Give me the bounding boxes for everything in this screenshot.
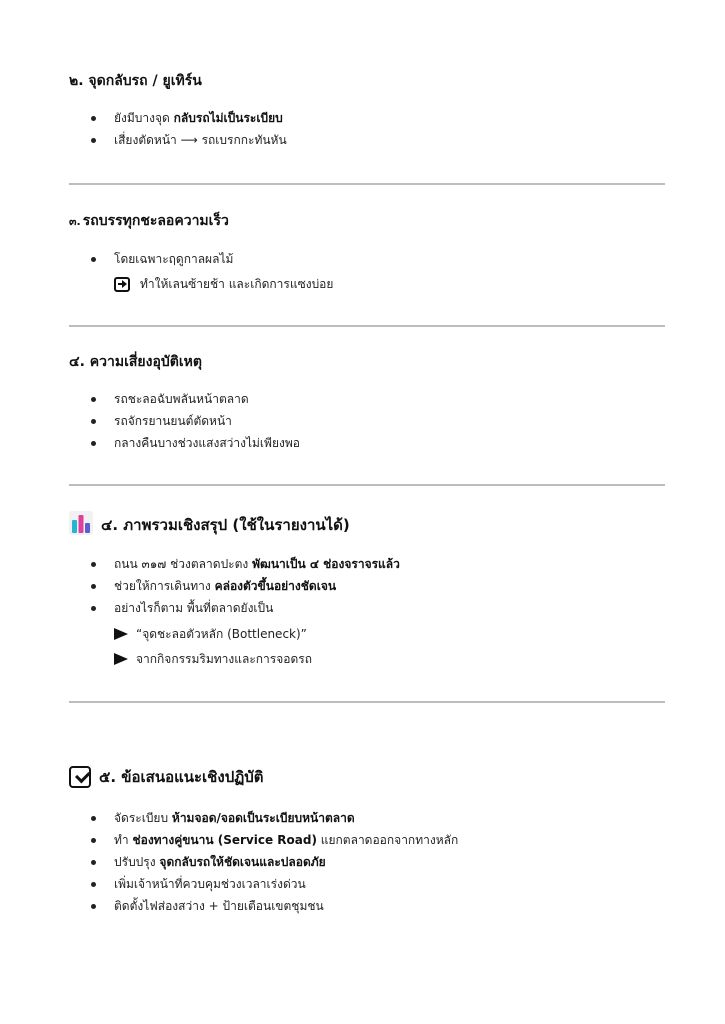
divider (69, 325, 665, 327)
list-item: ติดตั้งไฟส่องสว่าง + ป้ายเตือนเขตชุมชน (90, 895, 458, 917)
section-2-heading: ๒. จุดกลับรถ / ยูเทิร์น (69, 73, 202, 89)
list-item: รถจักรยานยนต์ตัดหน้า (90, 410, 300, 432)
list-item: ปรับปรุง จุดกลับรถให้ชัดเจนและปลอดภัย (90, 851, 458, 873)
divider (69, 183, 665, 185)
list-item: ทำ ช่องทางคู่ขนาน (Service Road) แยกตลาดออกจากทางหลัก (90, 829, 458, 851)
list-item: ช่วยให้การเดินทาง คล่องตัวขึ้นอย่างชัดเจน (90, 575, 400, 597)
list-item: เสี่ยงตัดหน้า ⟶ รถเบรกกะทันหัน (90, 129, 287, 151)
right-triangle-bullet-icon (114, 653, 128, 665)
section-3-heading (69, 210, 229, 232)
section-3-list (90, 248, 233, 270)
sub-item-text: จากกิจกรรมริมทางและการจอดรถ (136, 651, 312, 666)
summary-title: ๔. ภาพรวมเชิงสรุป (ใช้ในรายงานได้) (101, 516, 350, 534)
section-4-heading: ๔. ความเสี่ยงอุบัติเหตุ (69, 354, 202, 370)
section-4-list (90, 388, 300, 454)
bar-chart-icon (69, 511, 93, 539)
list-item: รถชะลอฉับพลันหน้าตลาด (90, 388, 300, 410)
list-item: ยังมีบางจุด กลับรถไม่เป็นระเบียบ (90, 107, 287, 129)
section-3-title: รถบรรทุกชะลอความเร็ว (82, 213, 229, 229)
section-2-list (90, 107, 287, 151)
section-5-title: ๕. ข้อเสนอแนะเชิงปฏิบัติ (99, 768, 264, 786)
summary-list (90, 553, 400, 619)
section-5-list (90, 807, 458, 917)
section-5-heading (69, 765, 264, 789)
list-item: อย่างไรก็ตาม พื้นที่ตลาดยังเป็น (90, 597, 400, 619)
list-item: จัดระเบียบ ห้ามจอด/จอดเป็นระเบียบหน้าตลาด (90, 807, 458, 829)
list-item: ถนน ๓๑๗ ช่วงตลาดปะตง พัฒนาเป็น ๔ ช่องจราจรแล้ว (90, 553, 400, 575)
sub-item-text: ทำให้เลนซ้ายช้า และเกิดการแซงบ่อย (140, 276, 334, 291)
list-item: กลางคืนบางช่วงแสงสว่างไม่เพียงพอ (90, 432, 300, 454)
summary-heading (69, 511, 350, 539)
list-item: เพิ่มเจ้าหน้าที่ควบคุมช่วงเวลาเร่งด่วน (90, 873, 458, 895)
divider (69, 484, 665, 486)
summary-sub-item (114, 648, 312, 670)
sub-item-text: “จุดชะลอตัวหลัก (Bottleneck)” (136, 626, 307, 641)
right-triangle-bullet-icon (114, 628, 128, 640)
section-3-number: ๓. (69, 215, 81, 228)
checkbox-icon (69, 766, 91, 788)
divider (69, 701, 665, 703)
right-arrow-box-icon (114, 277, 130, 292)
summary-sub-item (114, 623, 307, 645)
section-3-sub-item (114, 273, 333, 295)
list-item: โดยเฉพาะฤดูกาลผลไม้ (90, 248, 233, 270)
